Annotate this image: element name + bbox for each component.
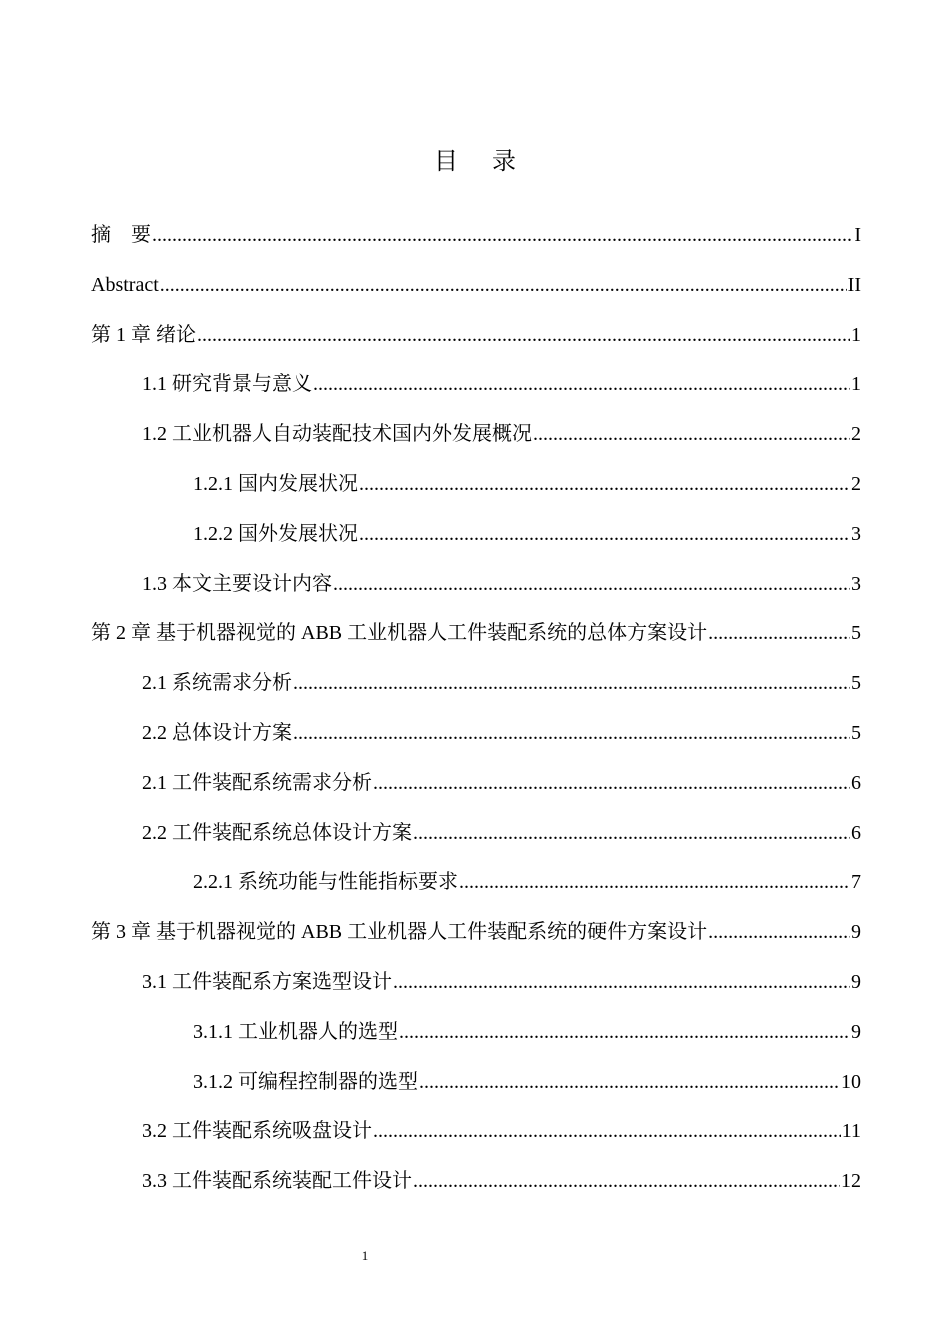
toc-entry-page-number: 1 [851,373,861,396]
toc-entry-title: 3.3 工件装配系统装配工件设计 [142,1170,412,1193]
toc-entry[interactable] [91,914,861,964]
toc-dot-leader [459,864,850,900]
toc-entry-page-number: 3 [851,572,861,595]
toc-entry-page-number: 10 [841,1070,861,1093]
toc-entry-page-number: 11 [841,1120,861,1143]
toc-entry[interactable] [91,466,861,516]
toc-dot-leader [419,1064,840,1100]
toc-entry[interactable] [91,416,861,466]
toc-entry-title: 1.3 本文主要设计内容 [142,572,332,595]
toc-entry-page-number: 5 [851,721,861,744]
toc-entry-title: 摘 要 [91,224,151,246]
toc-entry-title: 第 1 章 绪论 [91,323,196,346]
toc-entry[interactable] [91,1113,861,1163]
toc-dot-leader [399,1014,850,1050]
toc-entry-page-number: I [854,224,861,246]
toc-dot-leader [197,317,850,353]
toc-entry-page-number: 3 [851,522,861,545]
toc-entry-title: 2.2.1 系统功能与性能指标要求 [193,871,458,894]
toc-entry-page-number: 6 [851,771,861,794]
toc-entry-page-number: 12 [841,1170,861,1193]
toc-entry[interactable] [91,1064,861,1114]
toc-entry[interactable] [91,765,861,815]
toc-entry-title: 第 2 章 基于机器视觉的 ABB 工业机器人工件装配系统的总体方案设计 [91,622,708,645]
toc-entry-page-number: 1 [851,323,861,346]
toc-title: 目 录 [434,149,530,175]
toc-entry[interactable] [91,615,861,665]
toc-entry-title: Abstract [91,273,159,296]
toc-entry[interactable] [91,217,861,267]
toc-entry-page-number: 9 [851,921,861,944]
toc-entry[interactable] [91,566,861,616]
toc-dot-leader [373,765,850,801]
toc-entry-page-number: 5 [851,622,861,645]
toc-entry-title: 第 3 章 基于机器视觉的 ABB 工业机器人工件装配系统的硬件方案设计 [91,921,708,944]
toc-entry[interactable] [91,1163,861,1213]
toc-dot-leader [413,815,850,851]
toc-dot-leader [413,1163,840,1199]
toc-dot-leader [533,416,850,452]
toc-dot-leader [359,466,850,502]
toc-dot-leader [160,267,847,303]
toc-entry[interactable] [91,964,861,1014]
toc-dot-leader [359,516,850,552]
toc-dot-leader [708,914,850,950]
toc-entry-title: 1.1 研究背景与意义 [142,373,312,396]
toc-entry-title: 3.1.1 工业机器人的选型 [193,1020,398,1043]
toc-entry-page-number: 9 [851,1020,861,1043]
toc-entry-title: 2.1 系统需求分析 [142,672,292,695]
toc-dot-leader [152,217,853,253]
toc-entry-page-number: 6 [851,821,861,844]
toc-entry-page-number: 7 [851,871,861,894]
toc-entry[interactable] [91,715,861,765]
toc-entry[interactable] [91,665,861,715]
toc-entry-page-number: 5 [851,672,861,695]
footer-page-number: 1 [361,1248,369,1263]
toc-entry-title: 1.2.2 国外发展状况 [193,522,358,545]
toc-entry-title: 2.2 总体设计方案 [142,721,292,744]
toc-entry-page-number: 2 [851,472,861,495]
toc-dot-leader [293,665,850,701]
toc-entry-title: 2.2 工件装配系统总体设计方案 [142,821,412,844]
toc-entry-title: 1.2.1 国内发展状况 [193,472,358,495]
toc-entry[interactable] [91,317,861,367]
toc-entry[interactable] [91,864,861,914]
toc-entry-title: 3.2 工件装配系统吸盘设计 [142,1120,372,1143]
toc-entry[interactable] [91,267,861,317]
toc-entry[interactable] [91,1014,861,1064]
toc-dot-leader [393,964,850,1000]
toc-entry-page-number: II [847,273,861,296]
toc-entry[interactable] [91,516,861,566]
toc-dot-leader [708,615,850,651]
toc-entry-page-number: 9 [851,970,861,993]
toc-dot-leader [313,366,850,402]
toc-dot-leader [373,1113,841,1149]
toc-entry[interactable] [91,815,861,865]
toc-entry-title: 3.1.2 可编程控制器的选型 [193,1070,418,1093]
toc-entry-title: 3.1 工件装配系方案选型设计 [142,970,392,993]
toc-entry[interactable] [91,366,861,416]
toc-dot-leader [293,715,850,751]
toc-entry-title: 2.1 工件装配系统需求分析 [142,771,372,794]
toc-list [91,217,861,1213]
toc-entry-title: 1.2 工业机器人自动装配技术国内外发展概况 [142,423,532,446]
toc-dot-leader [333,566,850,602]
toc-entry-page-number: 2 [851,423,861,446]
